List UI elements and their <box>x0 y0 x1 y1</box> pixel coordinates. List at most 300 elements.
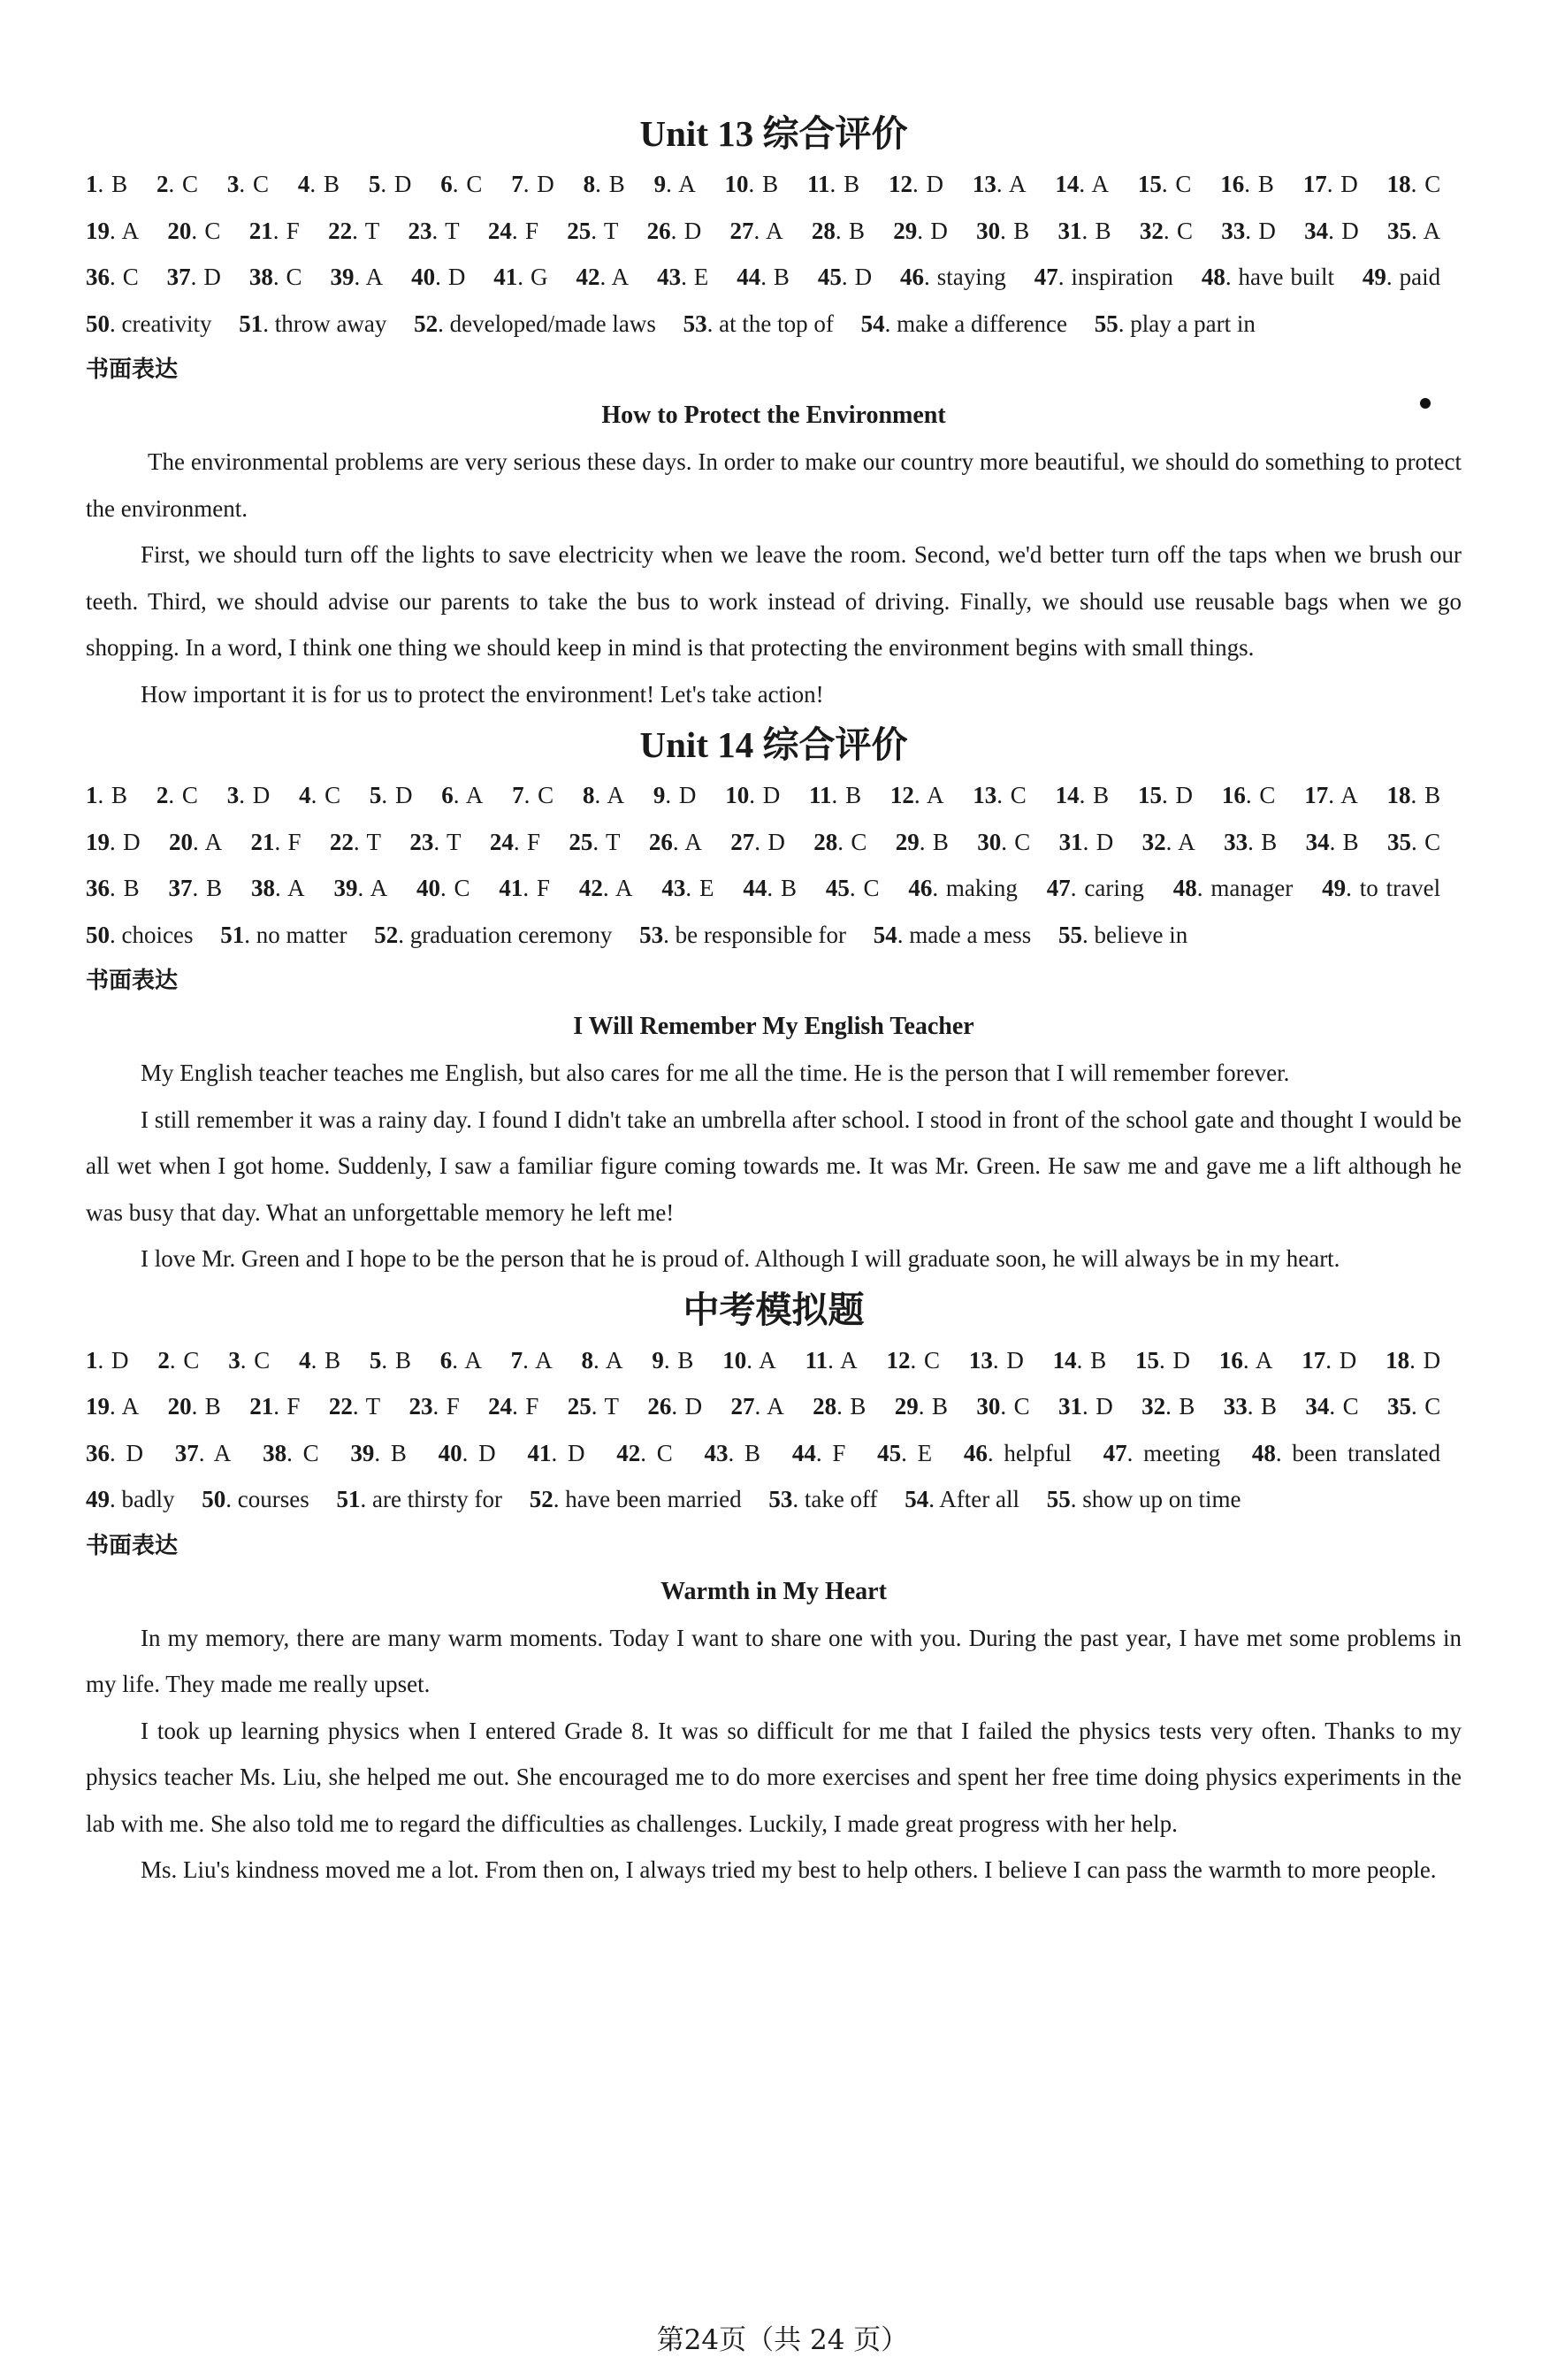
answer-value: . show up on time <box>1070 1486 1241 1512</box>
answer-value: . D <box>435 264 466 290</box>
answer-number: 15 <box>1137 782 1162 808</box>
answer-item <box>905 1486 1019 1512</box>
answer-value: . C <box>168 782 198 808</box>
answer-number: 27 <box>730 828 755 855</box>
answer-number: 18 <box>1386 1346 1410 1374</box>
answer-value: . A <box>192 828 223 855</box>
answer-value: . to travel <box>1346 875 1441 901</box>
answer-item <box>168 1393 221 1420</box>
answer-number: 32 <box>1139 217 1164 244</box>
answer-value: . F <box>511 217 538 244</box>
answer-number: 12 <box>888 171 912 197</box>
answer-number: 6 <box>440 171 453 197</box>
answer-value: . B <box>1248 828 1278 855</box>
answer-value: . meeting <box>1126 1439 1221 1466</box>
answer-number: 13 <box>968 1346 993 1374</box>
answer-value: . A <box>996 171 1027 197</box>
essay-paragraph: Ms. Liu's kindness moved me a lot. From then on, I always tried my best to help others. I believe I can pass the warmth to more people. <box>141 1856 1437 1883</box>
answer-item <box>826 875 880 901</box>
answer-item <box>976 1393 1029 1420</box>
answer-value: . B <box>310 1346 341 1374</box>
answer-number: 26 <box>646 217 671 244</box>
writing-label: 书面表达 <box>86 1532 179 1559</box>
answer-item <box>299 782 340 808</box>
answer-item <box>973 171 1027 197</box>
answer-item <box>1220 171 1274 197</box>
answer-number: 44 <box>791 1439 816 1466</box>
answer-value: . F <box>273 1393 301 1420</box>
essay-paragraph: How important it is for us to protect the environment! Let's take action! <box>141 680 824 708</box>
answer-item <box>583 782 624 808</box>
answer-value: . B <box>919 828 949 855</box>
answer-value: . C <box>837 828 867 855</box>
answer-number: 2 <box>156 171 169 197</box>
answer-item <box>657 264 708 290</box>
answer-item <box>1221 218 1276 244</box>
answer-number: 12 <box>889 782 914 808</box>
answer-number: 8 <box>583 171 596 197</box>
answer-item <box>1058 1393 1113 1420</box>
answer-number: 46 <box>963 1439 988 1466</box>
answer-value: . A <box>753 217 783 244</box>
answer-number: 23 <box>408 217 432 244</box>
answer-item <box>661 875 714 901</box>
answer-number: 19 <box>86 1393 110 1420</box>
answer-number: 28 <box>811 217 836 244</box>
answer-number: 40 <box>411 264 436 290</box>
answer-number: 42 <box>616 1439 641 1466</box>
answer-number: 29 <box>893 217 918 244</box>
answer-value: . B <box>918 1393 948 1420</box>
answer-item <box>647 1393 702 1420</box>
answer-number: 25 <box>567 1393 592 1420</box>
answer-number: 36 <box>86 264 110 290</box>
answer-value: . C <box>996 782 1027 808</box>
answer-item <box>705 1440 761 1466</box>
answer-item <box>440 171 482 197</box>
answer-item <box>576 264 629 290</box>
answer-number: 52 <box>374 921 399 948</box>
section-title: Unit 13 综合评价 <box>639 113 908 154</box>
answer-value: . B <box>97 171 128 197</box>
answer-value: . T <box>431 217 460 244</box>
answer-number: 7 <box>512 782 524 808</box>
answer-value: . B <box>191 1393 221 1420</box>
answer-number: 50 <box>202 1486 226 1512</box>
answer-number: 17 <box>1302 171 1327 197</box>
answer-value: . A <box>666 171 696 197</box>
answer-number: 6 <box>439 1346 453 1374</box>
answer-number: 34 <box>1305 828 1330 855</box>
answer-number: 16 <box>1220 171 1245 197</box>
answer-number: 26 <box>648 828 673 855</box>
answer-value: . B <box>1000 217 1030 244</box>
answer-value: . A <box>110 217 140 244</box>
answer-value: . B <box>1165 1393 1195 1420</box>
answer-number: 51 <box>336 1486 361 1512</box>
answer-item <box>1387 782 1441 808</box>
answer-value: . play a part in <box>1118 310 1256 337</box>
answer-number: 46 <box>900 264 925 290</box>
answer-value: . A <box>357 875 388 901</box>
answer-value: . C <box>523 782 554 808</box>
answer-value: . courses <box>225 1486 309 1512</box>
answer-item <box>731 1393 784 1420</box>
section-mock-exam <box>86 1282 1462 1894</box>
answer-number: 22 <box>328 1393 353 1420</box>
answer-value: . C <box>191 217 221 244</box>
answer-value: . B <box>1247 1393 1277 1420</box>
answer-number: 24 <box>489 828 514 855</box>
answer-value: . D <box>1409 1346 1441 1374</box>
answer-value: . D <box>917 217 948 244</box>
answer-number: 27 <box>730 1393 755 1420</box>
answer-value: . C <box>1163 217 1193 244</box>
answer-value: . B <box>1081 217 1111 244</box>
answer-value: . been translated <box>1275 1439 1441 1466</box>
answer-value: . C <box>110 264 139 290</box>
answer-value: . C <box>1000 1393 1030 1420</box>
answer-value: . caring <box>1070 875 1144 901</box>
answer-value: . B <box>1329 828 1359 855</box>
answer-item <box>527 1440 584 1466</box>
answer-value: . A <box>1165 828 1195 855</box>
answer-item <box>86 218 139 244</box>
answer-value: . D <box>110 1439 144 1466</box>
answer-value: . T <box>353 828 382 855</box>
answer-value: . A <box>593 1346 623 1374</box>
answer-number: 38 <box>263 1439 287 1466</box>
answer-number: 16 <box>1218 1346 1243 1374</box>
essay-paragraph: I took up learning physics when I entered Grade 8. It was so difficult for me that I failed the physics tests very often. Thanks to my physics teacher Ms. Liu, she helped me out. She encouraged me to do more exercises and spent her free time doing physics experiments in the lab with me. She also told me to regard the difficulties as challenges. Luckily, I made great progress with her help. <box>86 1717 1462 1837</box>
answer-value: . A <box>1242 1346 1273 1374</box>
answer-item <box>350 1440 407 1466</box>
answer-number: 28 <box>813 828 838 855</box>
answer-value: . C <box>286 1439 319 1466</box>
answer-number: 13 <box>973 782 997 808</box>
answer-number: 25 <box>569 828 593 855</box>
answer-item <box>584 171 625 197</box>
answer-number: 9 <box>652 1346 664 1374</box>
answer-item <box>567 218 618 244</box>
answer-number: 19 <box>86 828 110 855</box>
answer-value: . A <box>198 1439 232 1466</box>
answer-number: 15 <box>1135 1346 1160 1374</box>
answer-number: 41 <box>527 1439 552 1466</box>
answer-value: . C <box>849 875 880 901</box>
answer-value: . D <box>754 828 785 855</box>
answer-item <box>1135 1347 1190 1374</box>
answer-number: 3 <box>226 171 240 197</box>
answer-item <box>807 171 859 197</box>
essay-title: Warmth in My Heart <box>660 1577 887 1605</box>
answer-number: 42 <box>576 264 600 290</box>
answer-item <box>228 1347 270 1374</box>
answer-item <box>86 171 127 197</box>
answer-value: . are thirsty for <box>360 1486 502 1512</box>
answer-value: . badly <box>110 1486 175 1512</box>
page-footer: 第24页（共 24 页） <box>656 2324 909 2356</box>
answer-number: 18 <box>1386 782 1411 808</box>
answer-item <box>86 264 139 290</box>
answer-number: 44 <box>737 264 761 290</box>
answer-value: . D <box>97 1346 129 1374</box>
answer-value: . D <box>1082 828 1114 855</box>
answer-item <box>582 1347 623 1374</box>
answer-number: 49 <box>1322 875 1347 901</box>
answer-item <box>768 1486 877 1512</box>
answer-value: . C <box>169 1346 200 1374</box>
answer-item <box>653 782 697 808</box>
answer-value: . A <box>110 1393 140 1420</box>
answer-number: 31 <box>1057 217 1082 244</box>
answer-item <box>654 171 696 197</box>
answer-number: 13 <box>972 171 996 197</box>
answer-number: 14 <box>1052 1346 1077 1374</box>
answer-number: 48 <box>1172 875 1197 901</box>
answer-number: 14 <box>1055 171 1080 197</box>
answer-item <box>86 1393 139 1420</box>
answer-value: . T <box>591 217 619 244</box>
answer-number: 40 <box>416 875 440 901</box>
answer-number: 26 <box>647 1393 672 1420</box>
answer-item <box>1303 171 1358 197</box>
section-title: 中考模拟题 <box>683 1289 865 1330</box>
answer-value: . T <box>352 1393 381 1420</box>
answer-number: 52 <box>414 310 439 337</box>
answer-number: 37 <box>168 875 193 901</box>
answer-item <box>411 264 465 290</box>
answer-item <box>568 1393 619 1420</box>
answer-value: . B <box>1244 171 1274 197</box>
answer-value: . D <box>1326 171 1358 197</box>
answer-value: . F <box>432 1393 460 1420</box>
answer-item <box>370 1347 411 1374</box>
answer-number: 20 <box>167 1393 192 1420</box>
answer-item <box>1322 875 1440 901</box>
answer-value: . C <box>439 875 470 901</box>
answer-item <box>1386 1347 1440 1374</box>
answer-item <box>299 1347 340 1374</box>
answer-number: 5 <box>369 1346 382 1374</box>
answer-item <box>330 264 383 290</box>
answer-value: . C <box>452 171 483 197</box>
answer-number: 54 <box>905 1486 929 1512</box>
answer-value: . B <box>829 171 860 197</box>
answer-value: . A <box>913 782 944 808</box>
answer-number: 29 <box>895 828 920 855</box>
answer-value: . C <box>1411 828 1441 855</box>
answer-value: . D <box>1328 217 1359 244</box>
answer-number: 45 <box>825 875 850 901</box>
answer-number: 34 <box>1305 1393 1330 1420</box>
answer-item <box>369 171 412 197</box>
answer-value: . D <box>380 171 412 197</box>
essay-paragraph: My English teacher teaches me English, but also cares for me all the time. He is the person that I will remember forever. <box>141 1060 1290 1086</box>
answer-number: 45 <box>817 264 842 290</box>
answer-number: 53 <box>639 921 664 948</box>
answer-number: 35 <box>1387 1393 1412 1420</box>
answer-number: 46 <box>908 875 933 901</box>
answer-number: 53 <box>683 310 707 337</box>
answer-item <box>652 1347 693 1374</box>
answer-value: . A <box>1079 171 1109 197</box>
answer-value: . B <box>110 875 140 901</box>
answer-number: 4 <box>297 171 310 197</box>
answer-item <box>908 875 1018 901</box>
answer-item <box>743 875 797 901</box>
answer-number: 19 <box>86 217 110 244</box>
answer-item <box>440 1347 482 1374</box>
answer-item <box>409 1393 460 1420</box>
answer-item <box>1140 218 1193 244</box>
answer-value: . A <box>1411 217 1441 244</box>
answer-item <box>202 1486 309 1512</box>
answer-number: 1 <box>86 1346 98 1374</box>
answer-value: . A <box>452 1346 482 1374</box>
answer-number: 34 <box>1304 217 1329 244</box>
answer-value: . D <box>110 828 141 855</box>
essay-paragraph: I still remember it was a rainy day. I found I didn't take an umbrella after school. I stood in front of the school gate and thought I would be all wet when I got home. Suddenly, I saw a familiar figure coming towards me. It was Mr. Green. He saw me and gave me a lift although he was busy that day. What an unforgettable memory he left me! <box>86 1106 1462 1226</box>
answer-number: 45 <box>877 1439 902 1466</box>
answer-item <box>874 922 1031 948</box>
answer-value: . A <box>523 1346 553 1374</box>
answer-list <box>86 161 1462 347</box>
answer-value: . E <box>685 875 714 901</box>
answer-value: . D <box>523 171 554 197</box>
answer-item <box>1173 875 1294 901</box>
answer-value: . making <box>932 875 1018 901</box>
answer-number: 21 <box>249 1393 274 1420</box>
answer-item <box>730 218 783 244</box>
answer-number: 9 <box>653 171 667 197</box>
answer-number: 53 <box>768 1486 793 1512</box>
answer-value: . A <box>602 875 633 901</box>
answer-item <box>86 310 211 337</box>
answer-value: . F <box>512 1393 539 1420</box>
answer-number: 42 <box>578 875 603 901</box>
answer-number: 15 <box>1137 171 1162 197</box>
answer-number: 21 <box>250 828 275 855</box>
answer-number: 25 <box>567 217 592 244</box>
answer-item <box>818 264 872 290</box>
answer-number: 31 <box>1058 828 1083 855</box>
answer-item <box>156 782 198 808</box>
answer-number: 50 <box>86 310 110 337</box>
answer-item <box>414 310 656 337</box>
answer-item <box>1142 829 1195 855</box>
answer-number: 39 <box>350 1439 375 1466</box>
answer-number: 52 <box>529 1486 553 1512</box>
answer-number: 22 <box>328 217 353 244</box>
answer-value: . C <box>240 1346 271 1374</box>
answer-item <box>964 1440 1072 1466</box>
answer-item <box>333 875 387 901</box>
answer-value: . F <box>513 828 540 855</box>
answer-number: 8 <box>581 1346 593 1374</box>
answer-value: . C <box>168 171 199 197</box>
answer-number: 10 <box>725 782 750 808</box>
answer-item <box>813 1393 866 1420</box>
answer-value: . D <box>665 782 697 808</box>
answer-number: 4 <box>299 1346 311 1374</box>
answer-value: . helpful <box>987 1439 1072 1466</box>
answer-value: . C <box>272 264 302 290</box>
answer-item <box>813 829 866 855</box>
answer-item <box>877 1440 932 1466</box>
answer-item <box>329 1393 380 1420</box>
answer-item <box>809 782 861 808</box>
answer-item <box>569 829 620 855</box>
answer-number: 12 <box>886 1346 911 1374</box>
answer-number: 33 <box>1223 1393 1248 1420</box>
answer-item <box>1219 1347 1273 1374</box>
answer-number: 49 <box>86 1486 110 1512</box>
answer-item <box>1222 782 1276 808</box>
answer-value: . A <box>453 782 484 808</box>
answer-value: . A <box>746 1346 776 1374</box>
answer-item <box>1387 171 1441 197</box>
answer-number: 33 <box>1221 217 1246 244</box>
answer-value: . B <box>595 171 625 197</box>
answer-number: 41 <box>493 264 518 290</box>
answer-item <box>175 1440 232 1466</box>
answer-value: . B <box>1410 782 1441 808</box>
answer-item <box>441 782 483 808</box>
answer-item <box>977 829 1030 855</box>
answer-value: . believe in <box>1082 921 1188 948</box>
answer-number: 17 <box>1304 782 1329 808</box>
answer-item <box>616 1440 673 1466</box>
answer-value: . B <box>836 1393 866 1420</box>
answer-item <box>683 310 834 337</box>
answer-number: 44 <box>743 875 767 901</box>
section-unit-14 <box>86 717 1462 1282</box>
answer-number: 17 <box>1302 1346 1326 1374</box>
answer-value: . D <box>1082 1393 1113 1420</box>
answer-number: 37 <box>166 264 191 290</box>
answer-value: . D <box>551 1439 585 1466</box>
answer-item <box>488 1393 538 1420</box>
answer-item <box>512 782 553 808</box>
section-unit-13 <box>86 106 1462 717</box>
answer-item <box>251 875 305 901</box>
answer-number: 7 <box>510 1346 523 1374</box>
answer-value: . paid <box>1386 264 1441 290</box>
essay-title: How to Protect the Environment <box>601 402 946 429</box>
answer-item <box>298 171 340 197</box>
answer-number: 20 <box>168 828 193 855</box>
answer-value: . A <box>828 1346 858 1374</box>
answer-value: . C <box>640 1439 673 1466</box>
answer-item <box>1363 264 1440 290</box>
answer-value: . F <box>523 875 551 901</box>
answer-number: 3 <box>226 782 240 808</box>
answer-number: 28 <box>813 1393 837 1420</box>
answer-item <box>639 922 846 948</box>
answer-item <box>649 829 702 855</box>
answer-value: . A <box>594 782 625 808</box>
answer-value: . C <box>239 171 270 197</box>
answer-item <box>511 171 554 197</box>
answer-number: 50 <box>86 921 110 948</box>
answer-value: . T <box>433 828 462 855</box>
answer-number: 43 <box>657 264 682 290</box>
answer-number: 54 <box>873 921 897 948</box>
answer-number: 36 <box>86 1439 110 1466</box>
answer-value: . C <box>1411 1393 1441 1420</box>
answer-number: 39 <box>330 264 355 290</box>
